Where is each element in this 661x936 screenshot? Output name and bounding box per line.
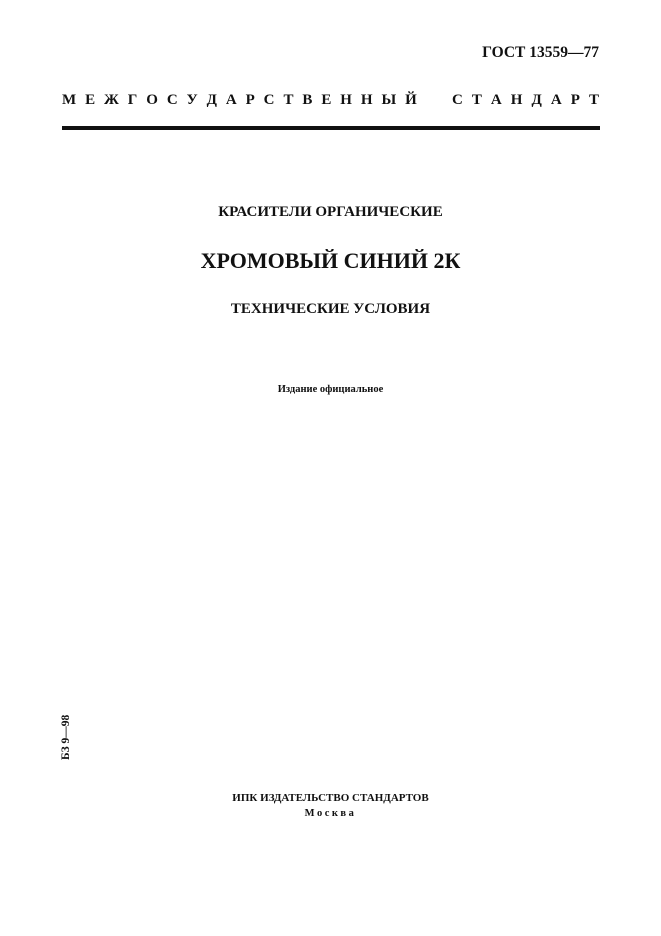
document-category: КРАСИТЕЛИ ОРГАНИЧЕСКИЕ xyxy=(218,204,443,220)
header-rule xyxy=(62,126,600,130)
heading-letter: Е xyxy=(85,92,96,108)
heading-letter: А xyxy=(225,92,237,108)
heading-letter: Т xyxy=(471,92,482,108)
publisher-city: Москва xyxy=(304,808,357,819)
heading-letter: М xyxy=(62,92,77,108)
heading-letter: А xyxy=(490,92,502,108)
heading-letter: Ы xyxy=(381,92,397,108)
heading-letter: С xyxy=(263,92,275,108)
heading-letter: Ж xyxy=(104,92,119,108)
heading-letter: Н xyxy=(510,92,523,108)
document-code: ГОСТ 13559—77 xyxy=(482,44,599,61)
heading-letter: С xyxy=(452,92,463,108)
heading-letter: Н xyxy=(340,92,352,108)
heading-letter: У xyxy=(186,92,198,108)
edition-note: Издание официальное xyxy=(277,384,384,395)
heading-letter: Й xyxy=(405,92,417,108)
publisher-name: ИПК ИЗДАТЕЛЬСТВО СТАНДАРТОВ xyxy=(232,792,429,804)
heading-letter: Т xyxy=(283,92,294,108)
heading-letter: Н xyxy=(360,92,373,108)
heading-letter: Т xyxy=(588,92,599,108)
side-note: БЗ 9—98 xyxy=(60,714,72,760)
heading-letter: Д xyxy=(206,92,217,108)
heading-letter: А xyxy=(550,92,562,108)
document-subtitle: ТЕХНИЧЕСКИЕ УСЛОВИЯ xyxy=(230,301,431,317)
heading-letter: Г xyxy=(127,92,138,108)
document-title: ХРОМОВЫЙ СИНИЙ 2К xyxy=(200,248,461,273)
heading-letter: Е xyxy=(321,92,332,108)
heading-letter: Р xyxy=(570,92,580,108)
heading-letter: Р xyxy=(245,92,255,108)
heading-letter: О xyxy=(146,92,158,108)
standard-type-word-2 xyxy=(452,92,599,109)
heading-letter: С xyxy=(166,92,178,108)
standard-type-word-1 xyxy=(62,92,417,109)
standard-type-heading xyxy=(62,92,599,109)
heading-letter: В xyxy=(302,92,313,108)
heading-letter: Д xyxy=(531,92,542,108)
